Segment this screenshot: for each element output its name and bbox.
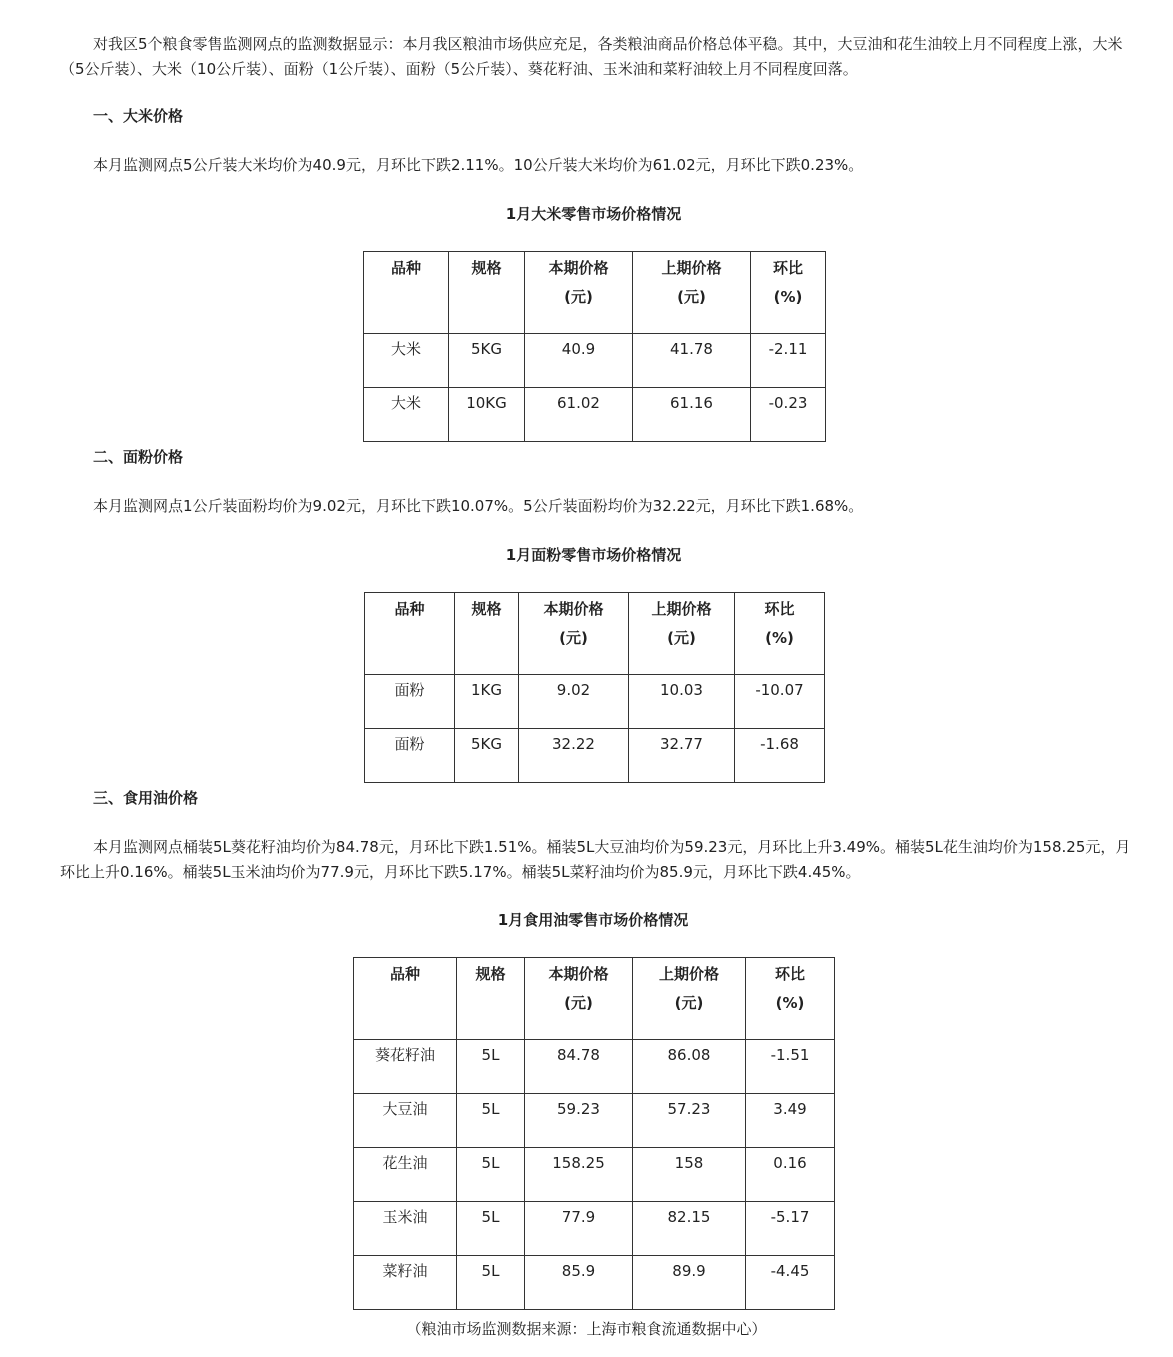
table-row bbox=[354, 1202, 835, 1256]
cell-spec: 5L bbox=[457, 1202, 525, 1256]
col-header-current-price: 本期价格 (元) bbox=[525, 252, 633, 334]
cell-mom: -10.07 bbox=[735, 675, 825, 729]
cell-previous-price: 41.78 bbox=[633, 334, 751, 388]
data-source-note: （粮油市场监测数据来源：上海市粮食流通数据中心） bbox=[406, 1320, 767, 1338]
cell-spec: 5L bbox=[457, 1256, 525, 1310]
cell-variety: 花生油 bbox=[354, 1148, 457, 1202]
col-header-previous-price: 上期价格 (元) bbox=[633, 252, 751, 334]
col-header-current-price: 本期价格 (元) bbox=[525, 958, 633, 1040]
cell-current-price: 77.9 bbox=[525, 1202, 633, 1256]
col-header-previous-price: 上期价格 (元) bbox=[633, 958, 746, 1040]
oil-summary: 本月监测网点桶装5L葵花籽油均价为84.78元，月环比下跌1.51%。桶装5L大豆油均价为59.23元，月环比上升3.49%。桶装5L花生油均价为158.25元，月环比上升0.16%。桶装5L玉米油均价为77.9元，月环比下跌5.17%。桶装5L菜籽油均价为85.9元，月环比下跌4.45%。 bbox=[60, 838, 1131, 881]
col-header-variety: 品种 bbox=[354, 958, 457, 1040]
col-header-spec: 规格 bbox=[457, 958, 525, 1040]
table-row bbox=[354, 1148, 835, 1202]
col-header-variety: 品种 bbox=[364, 252, 449, 334]
cell-mom: -0.23 bbox=[751, 388, 826, 442]
cell-spec: 5L bbox=[457, 1094, 525, 1148]
rice-price-table bbox=[363, 251, 826, 442]
table-row bbox=[364, 388, 826, 442]
cell-variety: 玉米油 bbox=[354, 1202, 457, 1256]
col-header-current-price: 本期价格 (元) bbox=[519, 593, 629, 675]
cell-spec: 1KG bbox=[455, 675, 519, 729]
flour-heading: 二、面粉价格 bbox=[93, 448, 184, 466]
rice-table-caption: 1月大米零售市场价格情况 bbox=[505, 205, 682, 223]
cell-mom: -2.11 bbox=[751, 334, 826, 388]
col-header-mom: 环比 (%) bbox=[735, 593, 825, 675]
rice-summary: 本月监测网点5公斤装大米均价为40.9元，月环比下跌2.11%。10公斤装大米均价为61.02元，月环比下跌0.23%。 bbox=[93, 156, 864, 174]
col-header-spec: 规格 bbox=[449, 252, 525, 334]
cell-spec: 5L bbox=[457, 1148, 525, 1202]
cell-mom: -1.68 bbox=[735, 729, 825, 783]
cell-spec: 10KG bbox=[449, 388, 525, 442]
oil-heading: 三、食用油价格 bbox=[93, 789, 199, 807]
cell-mom: 0.16 bbox=[746, 1148, 835, 1202]
cell-mom: 3.49 bbox=[746, 1094, 835, 1148]
cell-current-price: 59.23 bbox=[525, 1094, 633, 1148]
cell-variety: 大豆油 bbox=[354, 1094, 457, 1148]
cell-previous-price: 10.03 bbox=[629, 675, 735, 729]
col-header-spec: 规格 bbox=[455, 593, 519, 675]
cell-current-price: 85.9 bbox=[525, 1256, 633, 1310]
cell-previous-price: 32.77 bbox=[629, 729, 735, 783]
cell-current-price: 32.22 bbox=[519, 729, 629, 783]
cell-variety: 面粉 bbox=[365, 729, 455, 783]
cell-previous-price: 57.23 bbox=[633, 1094, 746, 1148]
flour-summary: 本月监测网点1公斤装面粉均价为9.02元，月环比下跌10.07%。5公斤装面粉均价为32.22元，月环比下跌1.68%。 bbox=[93, 497, 864, 515]
flour-price-table bbox=[364, 592, 825, 783]
oil-table-caption: 1月食用油零售市场价格情况 bbox=[497, 911, 689, 929]
cell-previous-price: 89.9 bbox=[633, 1256, 746, 1310]
cell-variety: 葵花籽油 bbox=[354, 1040, 457, 1094]
table-row bbox=[354, 1256, 835, 1310]
intro-paragraph: 对我区5个粮食零售监测网点的监测数据显示：本月我区粮油市场供应充足，各类粮油商品价格总体平稳。其中，大豆油和花生油较上月不同程度上涨，大米（5公斤装）、大米（10公斤装）、面粉（1公斤装）、面粉（5公斤装）、葵花籽油、玉米油和菜籽油较上月不同程度回落。 bbox=[60, 35, 1123, 78]
cell-previous-price: 82.15 bbox=[633, 1202, 746, 1256]
flour-table-caption: 1月面粉零售市场价格情况 bbox=[505, 546, 682, 564]
cell-current-price: 84.78 bbox=[525, 1040, 633, 1094]
col-header-variety: 品种 bbox=[365, 593, 455, 675]
cell-previous-price: 158 bbox=[633, 1148, 746, 1202]
table-header-row bbox=[354, 958, 835, 1040]
cell-variety: 大米 bbox=[364, 388, 449, 442]
col-header-mom: 环比 (%) bbox=[746, 958, 835, 1040]
oil-price-table bbox=[353, 957, 835, 1310]
cell-mom: -1.51 bbox=[746, 1040, 835, 1094]
col-header-mom: 环比 (%) bbox=[751, 252, 826, 334]
cell-variety: 面粉 bbox=[365, 675, 455, 729]
table-row bbox=[365, 729, 825, 783]
table-row bbox=[365, 675, 825, 729]
table-header-row bbox=[365, 593, 825, 675]
table-header-row bbox=[364, 252, 826, 334]
cell-spec: 5KG bbox=[449, 334, 525, 388]
cell-current-price: 40.9 bbox=[525, 334, 633, 388]
cell-variety: 大米 bbox=[364, 334, 449, 388]
cell-mom: -4.45 bbox=[746, 1256, 835, 1310]
cell-previous-price: 61.16 bbox=[633, 388, 751, 442]
cell-variety: 菜籽油 bbox=[354, 1256, 457, 1310]
table-row bbox=[354, 1094, 835, 1148]
cell-current-price: 158.25 bbox=[525, 1148, 633, 1202]
rice-heading: 一、大米价格 bbox=[93, 107, 184, 125]
cell-mom: -5.17 bbox=[746, 1202, 835, 1256]
col-header-previous-price: 上期价格 (元) bbox=[629, 593, 735, 675]
cell-spec: 5L bbox=[457, 1040, 525, 1094]
table-row bbox=[364, 334, 826, 388]
cell-previous-price: 86.08 bbox=[633, 1040, 746, 1094]
cell-current-price: 9.02 bbox=[519, 675, 629, 729]
cell-current-price: 61.02 bbox=[525, 388, 633, 442]
cell-spec: 5KG bbox=[455, 729, 519, 783]
table-row bbox=[354, 1040, 835, 1094]
